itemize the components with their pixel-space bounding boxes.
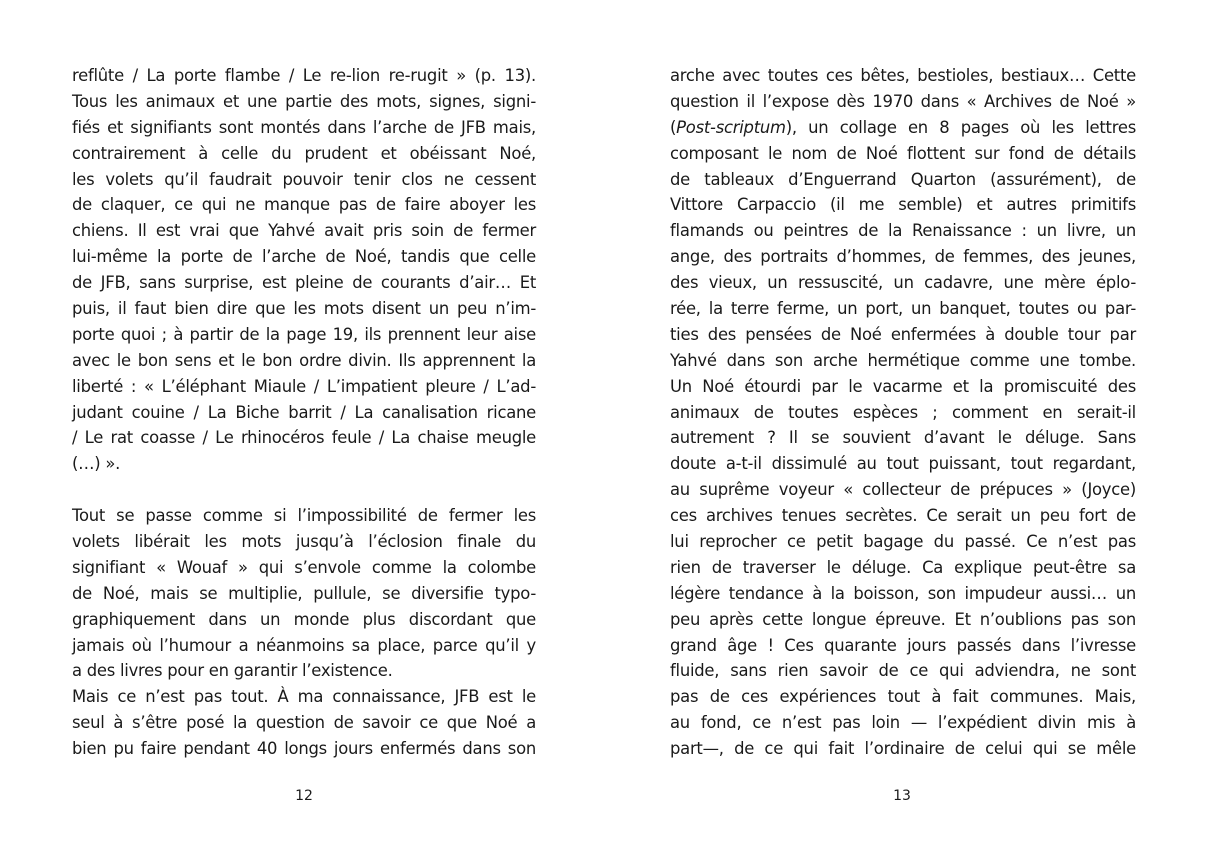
text-line: de JFB, sans surprise, est pleine de courants d’air… Et [72,273,536,293]
text-line: légère tendance à la boisson, son impudeur aussi… un [670,583,1136,603]
italic-title: Post-scriptum [676,117,786,137]
text-line: les volets qu’il faudrait pouvoir tenir clos ne cessent [72,169,536,189]
text-line: (…) ». [72,454,121,474]
text-line: peu après cette longue épreuve. Et n’oublions pas son [670,609,1136,629]
text-line: seul à s’être posé la question de savoir ce que Noé a [72,713,536,733]
text-line: Tous les animaux et une partie des mots, signes, signi- [72,91,536,111]
text-line: rien de traverser le déluge. Ca explique peut-être sa [670,557,1136,577]
text-line: Un Noé étourdi par le vacarme et la promiscuité des [670,376,1136,396]
open-paren: ( [670,117,677,137]
right-page-text [670,63,1136,762]
left-page-text [72,63,536,762]
text-line: doute a-t-il dissimulé au tout puissant, tout regardant, [670,454,1136,474]
text-line: autrement ? Il se souvient d’avant le déluge. Sans [670,428,1136,448]
text-line: de tableaux d’Enguerrand Quarton (assurément), de [670,169,1136,189]
text-line: fluide, sans rien savoir de ce qui adviendra, ne sont [670,661,1136,681]
text-line: / Le rat coasse / Le rhinocéros feule / La chaise meugle [72,428,536,448]
text-line: Tout se passe comme si l’impossibilité de fermer les [72,506,536,526]
text-line: contrairement à celle du prudent et obéissant Noé, [72,143,536,163]
text-line: pas de ces expériences tout à fait communes. Mais, [670,687,1136,707]
text-line: flamands ou peintres de la Renaissance : un livre, un [670,221,1136,241]
page-number-right: 13 [893,788,911,804]
text-line: lui-même la porte de l’arche de Noé, tandis que celle [72,247,536,267]
text-line: puis, il faut bien dire que les mots disent un peu n’im- [72,299,536,319]
text-line: Yahvé dans son arche hermétique comme une tombe. [670,350,1136,370]
text-line: part—, de ce qui fait l’ordinaire de celui qui se mêle [670,739,1136,759]
text-line: fiés et signifiants sont montés dans l’arche de JFB mais, [72,117,536,137]
text-line: signifiant « Wouaf » qui s’envole comme la colombe [72,557,536,577]
text-line: avec le bon sens et le bon ordre divin. Ils apprennent la [72,350,536,370]
text-line: lui reprocher ce petit bagage du passé. Ce n’est pas [670,532,1136,552]
text-line: a des livres pour en garantir l’existence. [72,661,393,681]
text-line: jamais où l’humour a néanmoins sa place, parce qu’il y [72,635,536,655]
paragraph-break [72,477,536,503]
text-line [670,115,1136,141]
text-line: ange, des portraits d’hommes, de femmes, des jeunes, [670,247,1136,267]
text-line: graphiquement dans un monde plus discordant que [72,609,536,629]
text-line: de claquer, ce qui ne manque pas de faire aboyer les [72,195,536,215]
text-line: composant le nom de Noé flottent sur fond de détails [670,143,1136,163]
text-line: des vieux, un ressuscité, un cadavre, une mère éplo- [670,273,1136,293]
text-line: arche avec toutes ces bêtes, bestioles, bestiaux… Cette [670,66,1136,85]
text-line: Vittore Carpaccio (il me semble) et autres primitifs [670,195,1136,215]
text-line: rée, la terre ferme, un port, un banquet, toutes ou par- [670,299,1136,319]
text-line: de Noé, mais se multiplie, pullule, se diversifie typo- [72,583,536,603]
text-line: au fond, ce n’est pas loin — l’expédient divin mis à [670,713,1136,733]
text-line: au suprême voyeur « collecteur de prépuces » (Joyce) [670,480,1136,500]
page-number-left: 12 [295,788,313,804]
text-line: porte quoi ; à partir de la page 19, ils prennent leur aise [72,324,536,344]
text-line: ces archives tenues secrètes. Ce serait un peu fort de [670,506,1136,526]
text-line: judant couine / La Biche barrit / La canalisation ricane [72,402,536,422]
text-line: question il l’expose dès 1970 dans « Archives de Noé » [670,91,1136,111]
text-line: bien pu faire pendant 40 longs jours enfermés dans son [72,739,536,759]
text-line: volets libérait les mots jusqu’à l’éclosion finale du [72,532,536,552]
text-line: animaux de toutes espèces ; comment en serait-il [670,402,1136,422]
text-line: ties des pensées de Noé enfermées à double tour par [670,324,1136,344]
text-fragment: ), un collage en 8 pages où les lettres [785,117,1136,137]
text-line: reflûte / La porte flambe / Le re-lion re-rugit » (p. 13). [72,66,536,85]
text-line: chiens. Il est vrai que Yahvé avait pris soin de fermer [72,221,536,241]
text-line: grand âge ! Ces quarante jours passés dans l’ivresse [670,635,1136,655]
text-line: liberté : « L’éléphant Miaule / L’impatient pleure / L’ad- [72,376,536,396]
text-line: Mais ce n’est pas tout. À ma connaissance, JFB est le [72,687,536,707]
